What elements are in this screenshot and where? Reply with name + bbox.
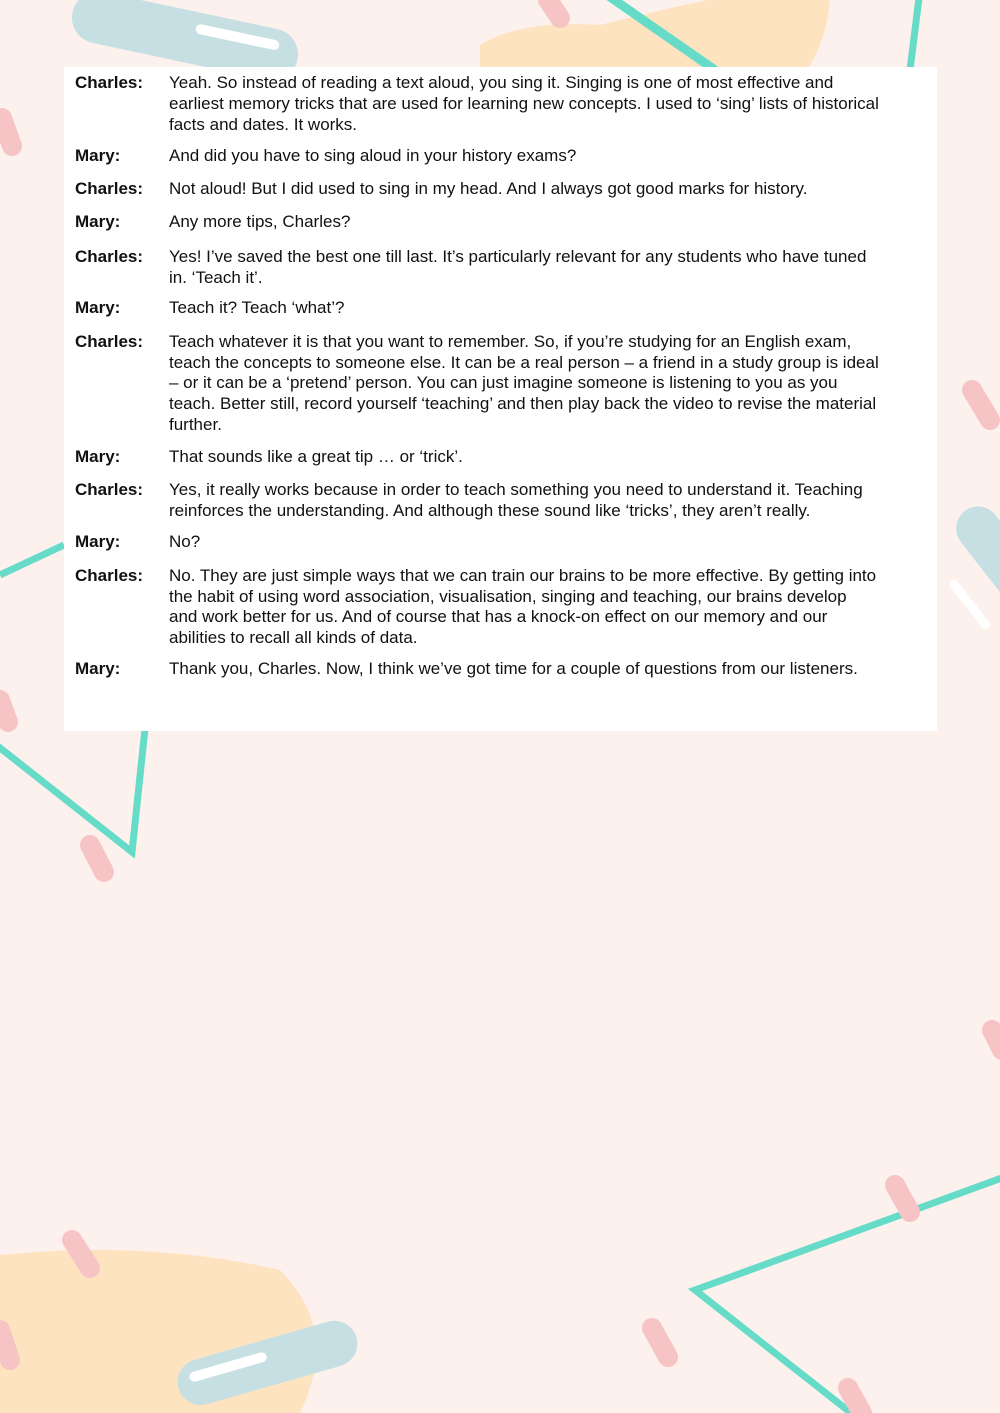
teal-line-top-right: [910, 0, 920, 70]
speaker-label: Mary:: [75, 447, 121, 466]
dialogue-line: reinforces the understanding. And although these sound like ‘tricks’, they aren’t really.: [169, 501, 811, 520]
dialogue-line: Yes! I’ve saved the best one till last. It’s particularly relevant for any students who have tuned: [169, 247, 867, 266]
dialogue-line: No. They are just simple ways that we can train our brains to be more effective. By getting into: [169, 566, 877, 585]
blue-pill-right: [947, 498, 1000, 667]
speaker-label: Charles:: [75, 566, 144, 585]
dialogue-line: And did you have to sing aloud in your history exams?: [169, 146, 577, 165]
dialogue-line: abilities to recall all kinds of data.: [169, 628, 418, 647]
teal-triangle-bottom-right: [695, 1175, 1000, 1413]
dialogue-line: Yeah. So instead of reading a text aloud, you sing it. Singing is one of most effective and: [169, 73, 834, 92]
speaker-label: Mary:: [75, 212, 121, 231]
speaker-label: Mary:: [75, 532, 121, 551]
dialogue-line: Yes, it really works because in order to teach something you need to understand it. Teaching: [169, 480, 863, 499]
dialogue-line: in. ‘Teach it’.: [169, 268, 263, 287]
dialogue-line: Thank you, Charles. Now, I think we’ve got time for a couple of questions from our listeners.: [169, 659, 858, 678]
speaker-label: Charles:: [75, 73, 144, 92]
dialogue-line: Not aloud! But I did used to sing in my head. And I always got good marks for history.: [169, 179, 808, 198]
dialogue-line: teach the concepts to someone else. It can be a real person – a friend in a study group is ideal: [169, 353, 879, 372]
dialogue-line: Teach whatever it is that you want to remember. So, if you’re studying for an English exam,: [169, 332, 852, 351]
peach-blob-bottom: [0, 1250, 316, 1413]
speaker-label: Mary:: [75, 146, 121, 165]
dialogue-line: further.: [169, 415, 222, 434]
speaker-label: Charles:: [75, 179, 144, 198]
dialogue-line: and work better for us. And of course that has a knock-on effect on our memory and our: [169, 607, 828, 626]
dialogue-line: – or it can be a ‘pretend’ person. You can just imagine someone is listening to you as you: [169, 373, 838, 392]
dialogue-line: earliest memory tricks that are used for learning new concepts. I used to ‘sing’ lists of historical: [169, 94, 879, 113]
speaker-label: Charles:: [75, 480, 144, 499]
dialogue-line: facts and dates. It works.: [169, 115, 358, 134]
transcript-page: [64, 67, 937, 731]
dialogue-line: Any more tips, Charles?: [169, 212, 351, 231]
dialogue-line: teach. Better still, record yourself ‘teaching’ and then play back the video to revise the material: [169, 394, 877, 413]
dialogue-line: Teach it? Teach ‘what’?: [169, 298, 345, 317]
dialogue-line: That sounds like a great tip … or ‘trick’.: [169, 447, 463, 466]
speaker-label: Charles:: [75, 332, 144, 351]
dialogue-line: the habit of using word association, visualisation, singing and teaching, our brains develop: [169, 587, 847, 606]
speaker-label: Mary:: [75, 298, 121, 317]
dialogue-line: No?: [169, 532, 201, 551]
speaker-label: Mary:: [75, 659, 121, 678]
speaker-label: Charles:: [75, 247, 144, 266]
